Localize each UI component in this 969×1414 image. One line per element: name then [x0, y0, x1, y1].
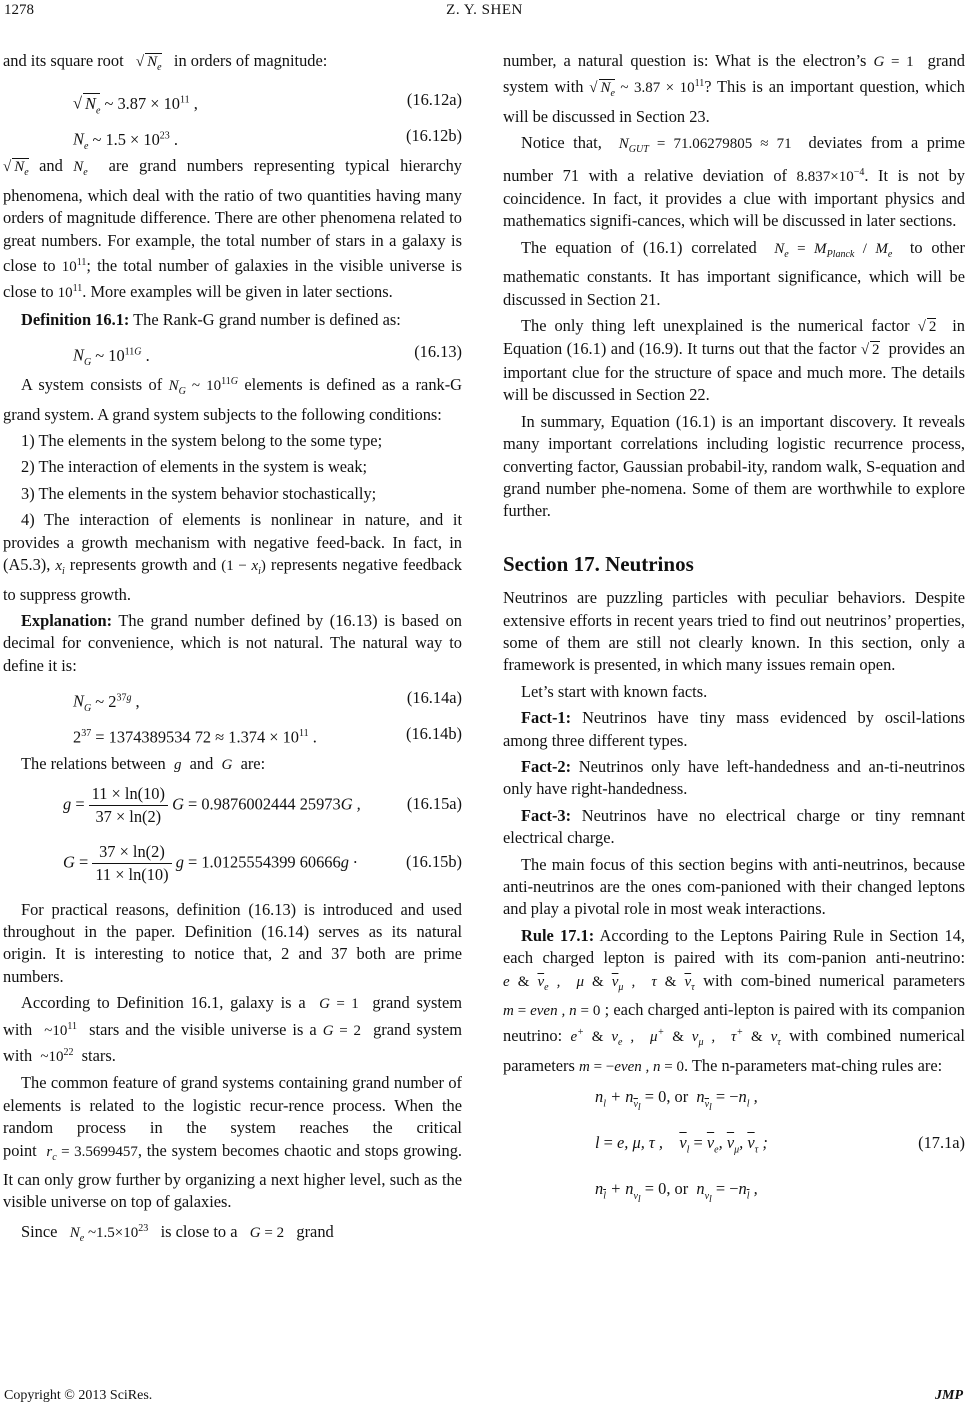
- paragraph: and its square root √ $N_e$ in orders of magnitude:: [3, 51, 328, 73]
- paragraph: For practical reasons, definition (16.13) is introduced and used throughout in the paper. Definition (16.14) serves as its natural origin. It is interesting to notice that, 2 and 37 both are prime numbers.: [3, 899, 462, 986]
- fact-1: Fact-1: Neutrinos have tiny mass evidenced by oscil-lations among three different types.: [503, 708, 965, 750]
- condition-3: 3) The elements in the system behavior stochastically;: [21, 483, 377, 503]
- equation-16-15b: G = $\frac{37 \times \ln(2)}{11 \times \ln(10)}$ g = 1.0125554399 60666g · (16.15b): [63, 841, 462, 884]
- paragraph: Since $N_e$ $\sim 1.5\times 10^{23}$ is close to a G = 2 grand: [21, 1221, 334, 1244]
- condition-1: 1) The elements in the system belong to the some type;: [21, 431, 383, 451]
- running-author: Z. Y. SHEN: [446, 2, 523, 18]
- paragraph: In summary, Equation (16.1) is an important discovery. It reveals many important correlations including logistic recurrence process, converting factor, Gaussian probabil-ity, random walk, S-equation and grand number phe-nomena. Some of them are worthwhile to explore further.: [503, 411, 965, 521]
- definition-16-1: Definition 16.1: The Rank-G grand number is defined as:: [21, 309, 401, 329]
- copyright: Copyright © 2013 SciRes.: [4, 1388, 153, 1403]
- paragraph: The common feature of grand systems containing grand number of elements is related to the logistic recur-rence process. When the random process in the system reaches the critical point $r_c = 3.5699457$, the system becomes chaotic and stops growing. It can only grow further by organizing a next higher level, such as the visible universe on top of galaxies.: [3, 1073, 462, 1212]
- explanation: Explanation: The grand number defined by (16.13) is based on decimal for convenience, which is not natural. The natural way to define it is:: [3, 610, 462, 675]
- condition-4: 4) The interaction of elements is nonlinear in nature, and it provides a growth mechanism with negative feed-back. In fact, in (A5.3), $x_i$ represents growth and $(1 - x_i)$ represents negative feedback to suppress growth.: [3, 510, 462, 604]
- paragraph: The only thing left unexplained is the numerical factor √ 2 in Equation (16.1) and (16.9). It turns out that the factor √ 2 provides an important clue for the structure of space and much more. The details will be discussed in Section 22.: [503, 316, 966, 405]
- page-header: [0, 0, 969, 30]
- condition-2: 2) The interaction of elements in the system is weak;: [21, 457, 368, 477]
- equation-16-12b: $N_e$ ~ $1.5 \times 10^{23}$ . (16.12b): [73, 126, 462, 153]
- equation-17-1a: $n_l + n_{\overline{\nu}_l} = 0$, or $n_{\overline{\nu}_l} = -n_l$ , l = e, μ, τ , $\overline{\nu}_l = \overline{\nu}_e$, $\overline{\nu}_\mu$, $\overline{\nu}_\tau$ ; (17.1a) $n_{\overline{l}} + n_{\nu_l} = 0$, or $n_{\nu_l} = -n_{\overline{l}}$ ,: [595, 1087, 965, 1205]
- paragraph: A system consists of $N_G$ ~ $10^{11G}$ elements is defined as a rank-G grand system. A grand system subjects to the following conditions:: [3, 375, 463, 424]
- fact-2: Fact-2: Neutrinos only have left-handedness and an-ti-neutrinos only have right-handedness.: [503, 756, 965, 799]
- rule-17-1: Rule 17.1: According to the Leptons Pairing Rule in Section 14, each charged lepton is paired with its com-panion anti-neutrino: e & $\overline{\nu}_e$ , μ & $\overline{\nu}_\mu$ , τ & $\overline{\nu}_\tau$ with com-bined numerical parameters m = even , n = 0 ; each charged anti-lepton is paired with its companion neutrino: e+ & $\nu_e$ , μ+ & $\nu_\mu$ , τ+ & $\nu_\tau$ with combined numerical parameters m = −even , n = 0. The n-parameters mat-ching rules are:: [503, 925, 966, 1075]
- paragraph: The equation of (16.1) correlated $N_e = M_{Planck} / M_e$ to other mathematic constants. It has important significance, which will be discussed in Section 21.: [503, 237, 966, 309]
- fact-3: Fact-3: Neutrinos have no electrical charge or tiny remnant electrical charge.: [503, 805, 965, 848]
- right-column: [503, 50, 965, 1214]
- equation-16-13: $N_G$ ~ $10^{11G}$ . (16.13): [73, 342, 462, 368]
- equation-16-14b: $2^{37} = 1374389534$ $72 \approx 1.374 \times 10^{11}$ . (16.14b): [73, 724, 462, 747]
- page-number: 1278: [4, 2, 34, 18]
- paragraph: The relations between g and G are:: [21, 754, 266, 774]
- paragraph: According to Definition 16.1, galaxy is a G = 1 grand system with $\sim 10^{11}$ stars and the visible universe is a G = 2 grand system with $\sim 10^{22}$ stars.: [3, 993, 462, 1065]
- paragraph: Notice that, $N_{GUT} = 71.06279805 \approx 71$ deviates from a prime number 71 with a relative deviation of $8.837\times 10^{-4}$. It is not by coincidence. In fact, it provides a clue with important physics and mathematics signifi-cances, which will be discussed in later sections.: [503, 133, 965, 231]
- paragraph: √ $N_e$ and $N_e$ are grand numbers representing typical hierarchy phenomena, which deal with the ratio of two quantities having many orders of magnitude difference. There are other phenomena related to great numbers. For example, the total number of stars in a galaxy is close to $10^{11}$; the total number of galaxies in the visible universe is close to $10^{11}$. More examples will be given in later sections.: [3, 156, 462, 302]
- equation-16-12a: √ $N_e$ ~ $3.87 \times 10^{11}$ , (16.12a): [73, 90, 462, 117]
- equation-16-14a: $N_G$ ~ $2^{37g}$ , (16.14a): [73, 688, 462, 714]
- paragraph: Let’s start with known facts.: [521, 681, 708, 701]
- equation-16-15a: g = $\frac{11 \times \ln(10)}{37 \times \ln(2)}$ G = 0.9876002444 25973G , (16.15a): [63, 783, 462, 826]
- left-column: [3, 50, 462, 1254]
- journal-abbrev: JMP: [935, 1388, 963, 1403]
- paragraph: number, a natural question is: What is the electron’s G = 1 grand system with √ $N_e$ ~ $3.87 \times 10^{11}$? This is an important question, which will be discussed in Section 23.: [503, 51, 965, 126]
- paragraph: The main focus of this section begins with anti-neutrinos, because anti-neutrinos are the ones com-panioned with their changed leptons and play a pivotal role in most weak interactions.: [503, 854, 965, 919]
- section-title: Section 17. Neutrinos: [503, 551, 694, 576]
- paragraph: Neutrinos are puzzling particles with peculiar behaviors. Despite extensive efforts in recent years tried to find out neutrinos’ properties, some of them are still not clearly known. In this section, only a framework is presented, in which many issues remain open.: [503, 588, 965, 675]
